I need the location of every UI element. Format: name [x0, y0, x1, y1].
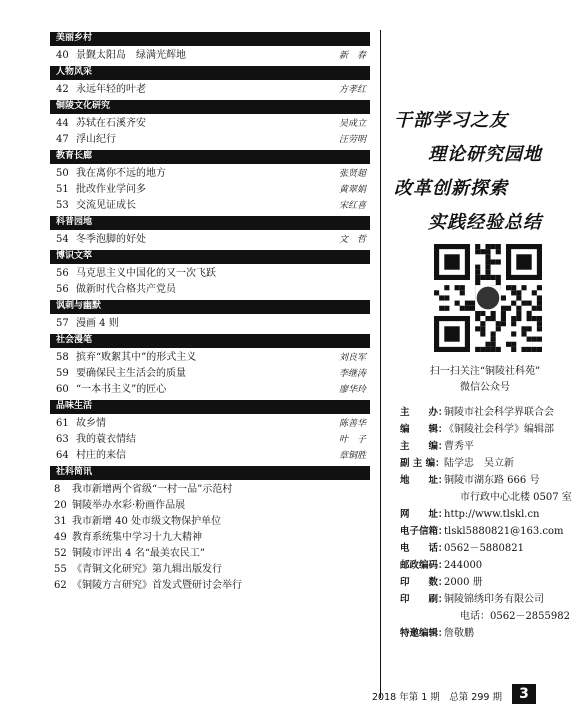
toc-entry[interactable]	[50, 514, 370, 530]
imprint-value: 铜陵市湖东路 666 号	[444, 475, 540, 486]
section-rule	[50, 347, 370, 348]
qr-caption-1: 扫一扫关注“铜陵社科苑”	[429, 366, 541, 377]
imprint-block	[400, 404, 580, 642]
section-rule	[50, 479, 370, 480]
imprint-row	[400, 472, 580, 489]
toc-entry[interactable]	[50, 132, 370, 148]
toc-author: 陈善华	[338, 419, 366, 429]
toc-page-number: 62	[54, 580, 67, 591]
toc-author: 李继涛	[338, 369, 366, 379]
toc-entry[interactable]	[50, 232, 370, 248]
toc-page-number: 47	[56, 134, 69, 145]
toc-entry[interactable]	[50, 530, 370, 546]
toc-entry[interactable]	[50, 350, 370, 366]
imprint-label: 印 数：	[400, 577, 448, 588]
toc-entry[interactable]	[50, 116, 370, 132]
toc-title: 冬季泡脚的好处	[76, 234, 146, 245]
section-header: 社科简讯	[50, 466, 370, 479]
toc-page-number: 63	[56, 434, 69, 445]
toc-author: 文 哲	[338, 235, 366, 245]
toc-title: 批改作业学问多	[76, 184, 146, 195]
toc-author: 廖华玲	[338, 385, 366, 395]
toc-page-number: 56	[56, 284, 69, 295]
imprint-label: 地 址：	[400, 475, 448, 486]
toc-entry[interactable]	[50, 498, 370, 514]
imprint-value: 市行政中心北楼 0507 室	[460, 492, 572, 503]
toc-entry[interactable]	[50, 432, 370, 448]
toc-author: 叶 子	[338, 435, 366, 445]
toc-entry[interactable]	[50, 366, 370, 382]
toc-title: 教育系统集中学习十九大精神	[72, 532, 202, 543]
qr-code-icon	[434, 244, 542, 352]
toc-page-number: 51	[56, 184, 69, 195]
imprint-label: 编 辑：	[400, 424, 448, 435]
toc-page-number: 60	[56, 384, 69, 395]
toc-page-number: 59	[56, 368, 69, 379]
toc-entry[interactable]	[50, 562, 370, 578]
toc-entry[interactable]	[50, 82, 370, 98]
toc-entry[interactable]	[50, 416, 370, 432]
section-rule	[50, 413, 370, 414]
section-header: 博识文萃	[50, 250, 370, 263]
toc-page-number: 49	[54, 532, 67, 543]
toc-entry[interactable]	[50, 48, 370, 64]
toc-page-number: 8	[54, 484, 61, 495]
toc-page-number: 61	[56, 418, 69, 429]
imprint-value: tlskl5880821@163.com	[444, 526, 564, 537]
imprint-label: 主 编：	[400, 441, 448, 452]
toc-page-number: 20	[54, 500, 67, 511]
imprint-value: 电话：0562－2855982	[460, 611, 570, 622]
toc-page-number: 40	[56, 50, 69, 61]
toc-page-number: 42	[56, 84, 69, 95]
toc-author: 张贤超	[338, 169, 366, 179]
imprint-row	[400, 421, 580, 438]
toc-title: 永远年轻的叶老	[76, 84, 146, 95]
toc-author: 吴成立	[338, 119, 366, 129]
page-number: 3	[512, 684, 536, 704]
toc-page-number: 57	[56, 318, 69, 329]
imprint-value: 0562－5880821	[444, 543, 524, 554]
toc-title: 我市新增两个省级“一村一品”示范村	[72, 484, 233, 495]
section-rule	[50, 113, 370, 114]
imprint-row	[400, 625, 580, 642]
section-header: 教育长廊	[50, 150, 370, 163]
imprint-value: 曹秀平	[444, 441, 474, 452]
toc-page-number: 56	[56, 268, 69, 279]
section-rule	[50, 45, 370, 46]
toc-author: 方孝红	[338, 85, 366, 95]
toc-title: 铜陵市评出 4 名“最美农民工”	[72, 548, 205, 559]
imprint-label: 印 刷：	[400, 594, 448, 605]
toc-author: 汪劳明	[338, 135, 366, 145]
toc-title: 我市新增 40 处市级文物保护单位	[72, 516, 222, 527]
toc-title: 做新时代合格共产党员	[76, 284, 176, 295]
toc-entry[interactable]	[50, 382, 370, 398]
imprint-row	[400, 455, 580, 472]
imprint-value: http://www.tlskl.cn	[444, 509, 540, 520]
section-header: 美丽乡村	[50, 32, 370, 45]
imprint-value: 铜陵锦绣印务有限公司	[444, 594, 544, 605]
imprint-label: 主 办：	[400, 407, 448, 418]
toc-title: 铜陵举办水彩·粉画作品展	[72, 500, 186, 511]
toc-page-number: 54	[56, 234, 69, 245]
toc-author: 宋红喜	[338, 201, 366, 211]
slogan-4: 实践经验总结	[428, 212, 542, 233]
imprint-row	[400, 438, 580, 455]
imprint-row	[400, 608, 580, 625]
table-of-contents	[50, 30, 370, 594]
toc-title: 我的蓑衣情结	[76, 434, 136, 445]
slogan-1: 干部学习之友	[394, 110, 508, 131]
toc-page-number: 31	[54, 516, 67, 527]
imprint-label: 电 话：	[400, 543, 448, 554]
toc-title: 故乡情	[76, 418, 106, 429]
section-header: 铜陵文化研究	[50, 100, 370, 113]
toc-entry[interactable]	[50, 266, 370, 282]
toc-page-number: 58	[56, 352, 69, 363]
toc-title: 我在离你不远的地方	[76, 168, 166, 179]
qr-caption-2: 微信公众号	[460, 382, 510, 393]
toc-title: 马克思主义中国化的又一次飞跃	[76, 268, 216, 279]
imprint-label: 特邀编辑：	[400, 628, 448, 639]
section-header: 品味生活	[50, 400, 370, 413]
imprint-label: 电子信箱：	[400, 526, 448, 537]
toc-title: 交流见证成长	[76, 200, 136, 211]
toc-title: 摈弃“败絮其中”的形式主义	[76, 352, 197, 363]
section-rule	[50, 163, 370, 164]
imprint-label: 副 主 编：	[400, 458, 445, 469]
toc-entry[interactable]	[50, 578, 370, 594]
toc-author: 黄翠娟	[338, 185, 366, 195]
imprint-row	[400, 591, 580, 608]
toc-page-number: 44	[56, 118, 69, 129]
slogan-3: 改革创新探索	[394, 178, 508, 199]
section-rule	[50, 229, 370, 230]
section-header: 科普园地	[50, 216, 370, 229]
toc-author: 章铜胜	[338, 451, 366, 461]
imprint-label: 邮政编码：	[400, 560, 448, 571]
toc-title: 浮山纪行	[76, 134, 116, 145]
toc-entry[interactable]	[50, 182, 370, 198]
toc-title: 村庄的来信	[76, 450, 126, 461]
imprint-value: 2000 册	[444, 577, 483, 588]
imprint-row	[400, 489, 580, 506]
imprint-row	[400, 404, 580, 421]
slogan-2: 理论研究园地	[428, 144, 542, 165]
toc-entry[interactable]	[50, 448, 370, 464]
section-rule	[50, 79, 370, 80]
toc-entry[interactable]	[50, 546, 370, 562]
imprint-row	[400, 574, 580, 591]
toc-title: 漫画 4 则	[76, 318, 119, 329]
toc-page-number: 50	[56, 168, 69, 179]
section-rule	[50, 313, 370, 314]
toc-entry[interactable]	[50, 166, 370, 182]
toc-title: 《铜陵方言研究》首发式暨研讨会举行	[72, 580, 242, 591]
toc-page-number: 64	[56, 450, 69, 461]
toc-page-number: 55	[54, 564, 67, 575]
imprint-value: 詹敬鹏	[444, 628, 474, 639]
toc-page-number: 53	[56, 200, 69, 211]
imprint-value: 陆学忠 吴立新	[444, 458, 514, 469]
column-divider	[380, 30, 381, 698]
toc-title: 《青铜文化研究》第九辑出版发行	[72, 564, 222, 575]
section-header: 人物风采	[50, 66, 370, 79]
toc-title: 苏轼在石溪齐安	[76, 118, 146, 129]
imprint-row	[400, 540, 580, 557]
section-rule	[50, 263, 370, 264]
toc-author: 刘良军	[338, 353, 366, 363]
toc-author: 新 春	[338, 51, 366, 61]
imprint-label: 网 址：	[400, 509, 448, 520]
imprint-value: 铜陵市社会科学界联合会	[444, 407, 554, 418]
toc-title: “一本书主义”的匠心	[76, 384, 167, 395]
imprint-value: 244000	[444, 560, 483, 571]
toc-title: 要确保民主生活会的质量	[76, 368, 186, 379]
toc-page-number: 52	[54, 548, 67, 559]
section-header: 讽刺与幽默	[50, 300, 370, 313]
toc-title: 景觐太阳岛 绿满光辉地	[76, 50, 186, 61]
toc-entry[interactable]	[50, 316, 370, 332]
issue-footer: 2018 年第 1 期 总第 299 期	[372, 692, 502, 703]
imprint-value: 《铜陵社会科学》编辑部	[444, 424, 554, 435]
toc-entry[interactable]	[50, 198, 370, 214]
imprint-row	[400, 523, 580, 540]
imprint-row	[400, 506, 580, 523]
imprint-row	[400, 557, 580, 574]
toc-entry[interactable]	[50, 482, 370, 498]
toc-entry[interactable]	[50, 282, 370, 298]
section-header: 社会漫笔	[50, 334, 370, 347]
